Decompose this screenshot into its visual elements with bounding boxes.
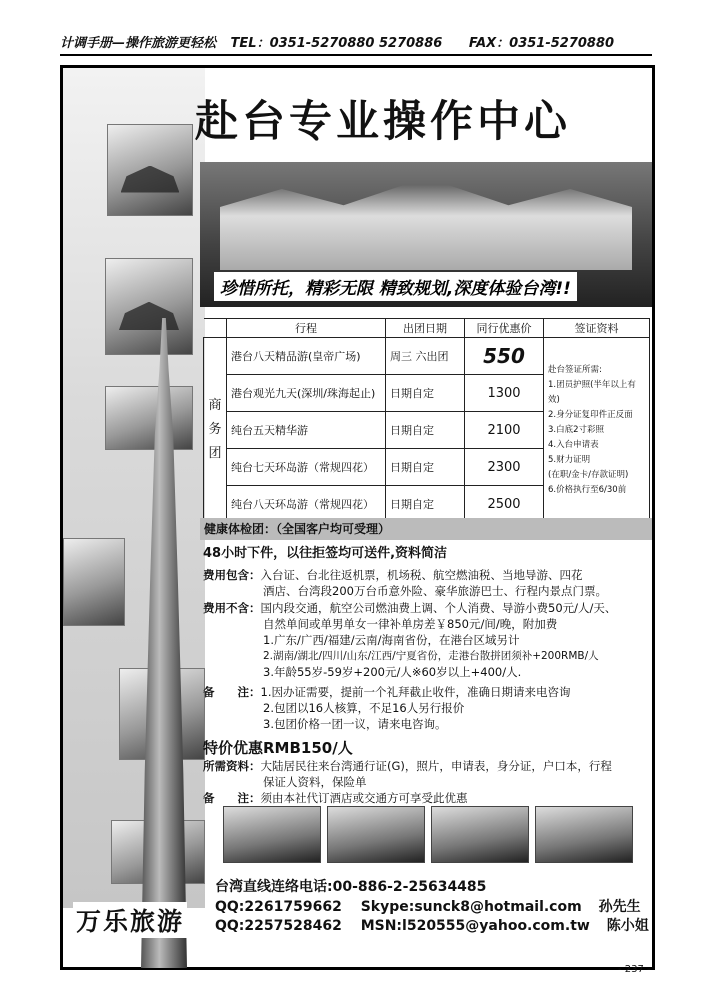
fee-exclude-line: 2.湖南/湖北/四川/山东/江西/宁夏省份，走港台散拼团须补+200RMB/人 xyxy=(263,650,599,662)
coast-photo xyxy=(223,806,321,863)
note-line: 2.包团以16人核算，不足16人另行报价 xyxy=(263,701,465,715)
fee-exclude-line: 3.年龄55岁-59岁+200元/人※60岁以上+400/人. xyxy=(263,665,522,679)
top-header-bar xyxy=(60,32,652,56)
page-title: 赴台专业操作中心 xyxy=(195,97,571,147)
headline-48h: 48小时下件，以往拒签均可送件,资料简洁 xyxy=(203,546,448,561)
contact-person-1: 孙先生 xyxy=(598,899,641,915)
visa-line: 5.财力证明 xyxy=(548,454,591,465)
side-label-business: 商务团 xyxy=(204,338,227,523)
visa-line: 3.白底2寸彩照 xyxy=(548,424,605,435)
remark-label: 备 注： xyxy=(203,791,261,805)
visa-line: 1.团员护照(半年以上有效) xyxy=(548,379,636,405)
msn: MSN:l520555@yahoo.com.tw xyxy=(360,918,590,934)
gate-banner-image xyxy=(200,162,652,307)
memorial-hall-photo xyxy=(107,124,193,216)
page-number: - 237 - xyxy=(618,964,651,975)
fee-include-block xyxy=(203,567,607,599)
required-docs-block xyxy=(203,758,612,790)
header-slogan: 计调手册—操作旅游更轻松 xyxy=(60,36,217,51)
qq-1: QQ:2261759662 xyxy=(215,899,342,915)
note-line: 3.包团价格一团一议，请来电咨询。 xyxy=(263,717,447,731)
visa-line: 赴台签证所需: xyxy=(548,364,602,375)
hotline: 台湾直线连络电话:00-886-2-25634485 xyxy=(215,879,487,895)
notes-label: 备 注： xyxy=(203,685,261,699)
table-row-name: 纯台七天环岛游（常规四花） xyxy=(227,449,386,486)
table-row-name: 港台八天精品游(皇帝广场) xyxy=(227,338,386,375)
riverside-photo xyxy=(431,806,529,863)
col-header-price: 同行优惠价 xyxy=(465,319,544,338)
table-row-name: 纯台八天环岛游（常规四花） xyxy=(227,486,386,523)
table-row-name: 纯台五天精华游 xyxy=(227,412,386,449)
table-row-name: 港台观光九天(深圳/珠海起止) xyxy=(227,375,386,412)
fee-exclude-line: 自然单间或单男单女一律补单房差￥850元/间/晚，附加费 xyxy=(263,617,558,631)
notes-block xyxy=(203,684,570,732)
col-header-visa: 签证资料 xyxy=(544,319,650,338)
table-row-price: 1300 xyxy=(465,375,544,412)
special-offer: 特价优惠RMB150/人 xyxy=(203,739,353,757)
harbor-ship-photo xyxy=(105,386,193,450)
fee-exclude-label: 费用不含： xyxy=(203,601,261,615)
tour-price-table xyxy=(203,318,650,523)
required-line: 保证人资料，保险单 xyxy=(263,775,367,789)
contact-row-2 xyxy=(215,915,649,935)
brand-name: 万乐旅游 xyxy=(73,902,187,938)
table-row-date: 周三 六出团 xyxy=(386,338,465,375)
contact-person-2: 陈小姐 xyxy=(606,918,649,934)
left-photo-column xyxy=(63,68,205,908)
table-row-date: 日期自定 xyxy=(386,375,465,412)
fee-exclude-line: 国内段交通，航空公司燃油费上调、个人消费、导游小费50元/人/天、 xyxy=(260,601,617,615)
fee-exclude-line: 1.广东/广西/福建/云南/海南省份，在港台区域另计 xyxy=(263,633,520,647)
table-row-price: 2500 xyxy=(465,486,544,523)
col-header-route: 行程 xyxy=(227,319,386,338)
honor-guard-photo xyxy=(63,538,125,626)
col-header-date: 出团日期 xyxy=(386,319,465,338)
banner-slogan: 珍惜所托，精彩无限 精致规划,深度体验台湾!! xyxy=(214,272,577,301)
remark-block xyxy=(203,790,468,806)
header-fax: FAX：0351-5270880 xyxy=(468,36,615,51)
visa-requirements xyxy=(544,338,650,523)
required-line: 大陆居民往来台湾通行证(G)，照片，申请表，身分证，户口本，行程 xyxy=(260,759,612,773)
table-row-price: 2300 xyxy=(465,449,544,486)
required-label: 所需资料： xyxy=(203,759,261,773)
header-tel: TEL：0351-5270880 5270886 xyxy=(230,36,443,51)
visa-line: 2.身分证复印件正反面 xyxy=(548,409,633,420)
table-row-price: 2100 xyxy=(465,412,544,449)
memorial-gate-photo xyxy=(535,806,633,863)
pavilion-photo xyxy=(105,258,193,355)
table-row-date: 日期自定 xyxy=(386,449,465,486)
remark-text: 须由本社代订酒店或交通方可享受此优惠 xyxy=(260,791,468,805)
sunset-tower-photo xyxy=(327,806,425,863)
visa-line: 4.入台申请表 xyxy=(548,439,599,450)
note-line: 1.因办证需要，提前一个礼拜截止收件，准确日期请来电咨询 xyxy=(260,685,571,699)
skype: Skype:sunck8@hotmail.com xyxy=(360,899,582,915)
fee-include-line: 酒店、台湾段200万台币意外险、豪华旅游巴士、行程内景点门票。 xyxy=(263,584,607,598)
qq-2: QQ:2257528462 xyxy=(215,918,342,934)
visa-line: (在职/金卡/存款证明) xyxy=(548,469,629,480)
liberty-square-gate xyxy=(220,180,632,270)
table-row-price: 550 xyxy=(465,338,544,375)
table-row-date: 日期自定 xyxy=(386,486,465,523)
visa-line: 6.价格执行至6/30前 xyxy=(548,484,627,495)
table-row-date: 日期自定 xyxy=(386,412,465,449)
fee-exclude-block xyxy=(203,600,616,680)
contact-row-1 xyxy=(215,896,641,916)
health-check-section-bar: 健康体检团：（全国客户均可受理） xyxy=(200,518,652,540)
fee-include-label: 费用包含： xyxy=(203,568,261,582)
fee-include-line: 入台证、台北往返机票，机场税、航空燃油税、当地导游、四花 xyxy=(260,568,583,582)
